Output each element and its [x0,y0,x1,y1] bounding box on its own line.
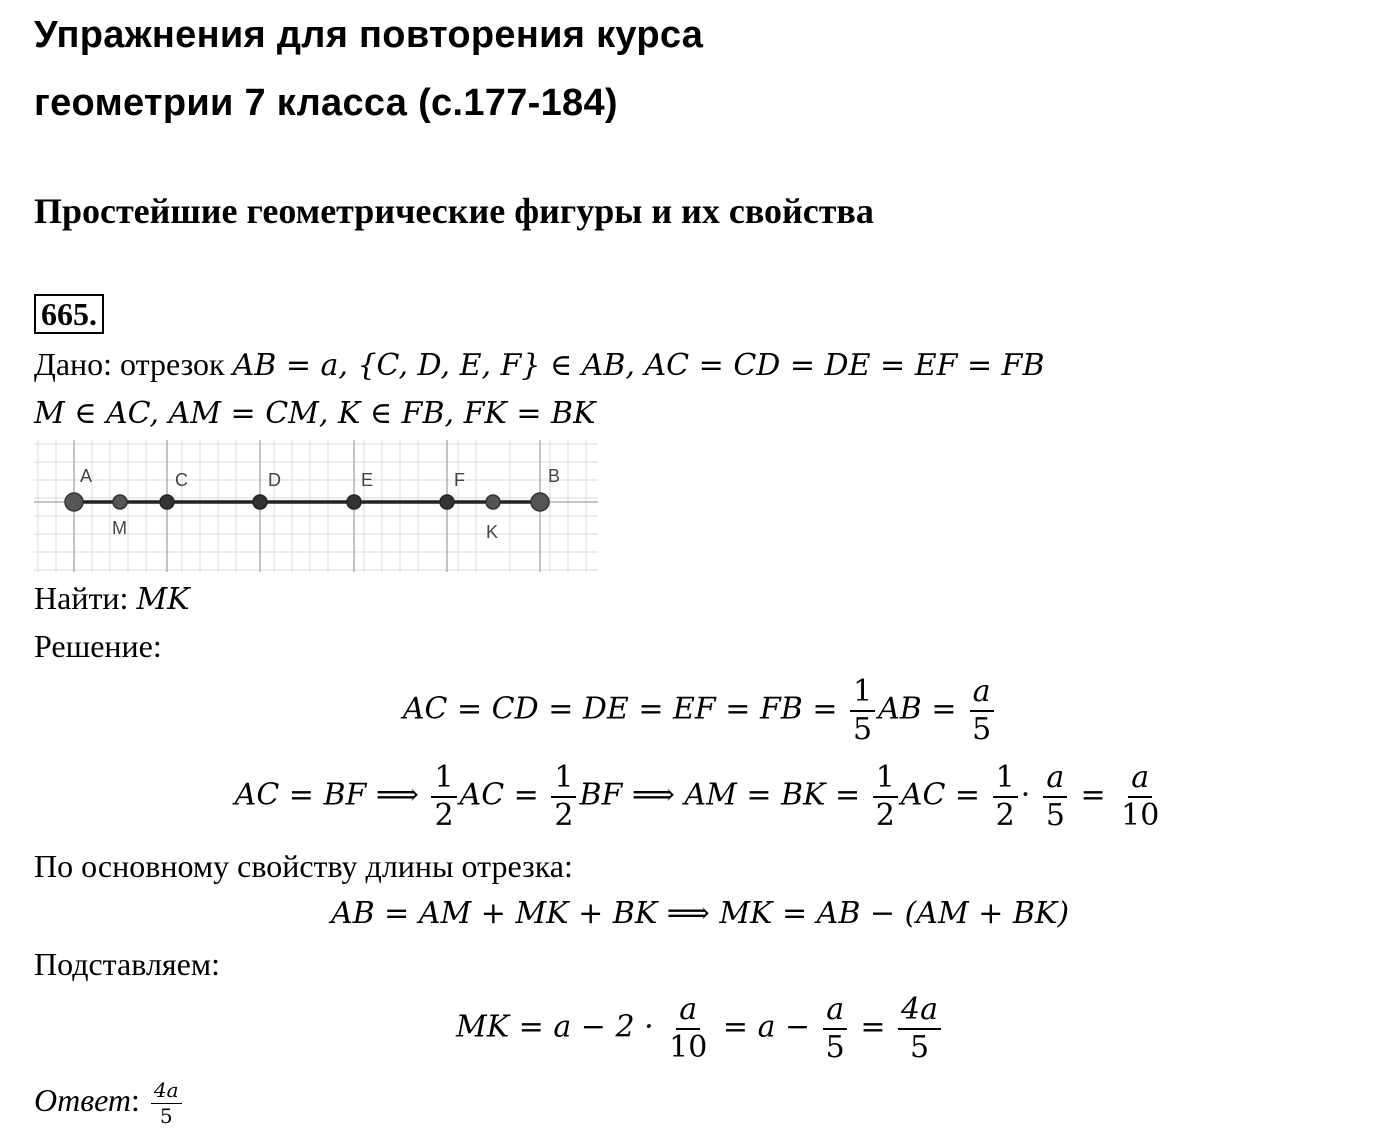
eq2-part-4: AC = [900,777,981,813]
find-line [34,580,190,617]
point-d [253,495,267,509]
eq4-part-1: MK = a − 2 · [456,1009,654,1045]
equation-2 [0,762,1400,831]
eq4-fraction-1: $\frac{a}{10}$ [669,992,708,1065]
point-a [65,493,83,511]
eq2-part-2: AC = [459,777,539,813]
problem-number-box [34,296,104,332]
eq1-fraction-1: $\frac{1}{5}$ [850,676,875,745]
eq4-fraction-3: $\frac{4a}{5}$ [898,994,941,1063]
label-e: E [361,470,374,490]
given-math-1: AB = a, {C, D, E, F} ∈ AB, AC = CD = DE = EF = FB [232,348,1045,383]
title-line-1: Упражнения для повторения курса [34,14,704,56]
eq1-fraction-2: $\frac{a}{5}$ [969,676,994,745]
point-b [531,493,549,511]
answer-label: Ответ [34,1081,131,1118]
eq2-fraction-3: $\frac{1}{2}$ [873,762,898,831]
point-c [160,495,174,509]
label-m: M [112,518,127,538]
point-m [113,495,127,509]
given-label: Дано: отрезок [34,346,233,382]
solution-label: Решение: [34,628,162,664]
label-d: D [268,470,281,490]
title-line-2: геометрии 7 класса (с.177-184) [34,82,618,124]
point-k [486,495,500,509]
equation-1 [0,676,1400,745]
answer-colon: : [131,1081,140,1118]
property-label: По основному свойству длины отрезка: [34,848,573,884]
eq2-fraction-4: $\frac{1}{2}$ [993,762,1018,831]
eq2-dot: · [1020,777,1031,813]
equation-4 [0,994,1400,1063]
eq2-part-1: AC = BF ⟹ [234,777,419,813]
eq2-fraction-1: $\frac{1}{2}$ [431,762,456,831]
given-math-2: M ∈ AC, AM = CM, K ∈ FB, FK = BK [34,396,596,431]
eq1-mid: AB = [878,691,957,727]
substitute-label: Подставляем: [34,946,220,982]
eq1-left: AC = CD = DE = EF = FB = [402,691,838,727]
eq2-equals: = [1080,777,1106,813]
eq4-fraction-2: $\frac{a}{5}$ [823,994,848,1063]
eq2-fraction-5: $\frac{a}{5}$ [1043,762,1068,831]
eq2-fraction-2: $\frac{1}{2}$ [551,762,576,831]
answer-fraction: $\frac{4a}{5}$ [151,1080,182,1127]
label-b: B [548,466,561,486]
label-f: F [454,470,465,490]
eq2-fraction-6: $\frac{a}{10}$ [1121,760,1160,833]
equation-3: AB = AM + MK + BK ⟹ MK = AB − (AM + BK) [330,896,1070,931]
label-c: C [175,470,188,490]
section-title: Простейшие геометрические фигуры и их свойства [34,191,874,231]
find-label: Найти: [34,580,137,616]
label-k: K [486,522,499,542]
segment-figure [34,440,598,572]
eq2-part-3: BF ⟹ AM = BK = [579,777,861,813]
find-math: MK [136,582,190,617]
eq4-part-2: = a − [722,1009,811,1045]
eq4-part-3: = [860,1009,886,1045]
label-a: A [80,466,93,486]
answer-line [34,1080,185,1127]
point-e [347,495,361,509]
point-f [440,495,454,509]
given-line-1 [34,346,1045,383]
problem-number: 665. [34,294,104,334]
